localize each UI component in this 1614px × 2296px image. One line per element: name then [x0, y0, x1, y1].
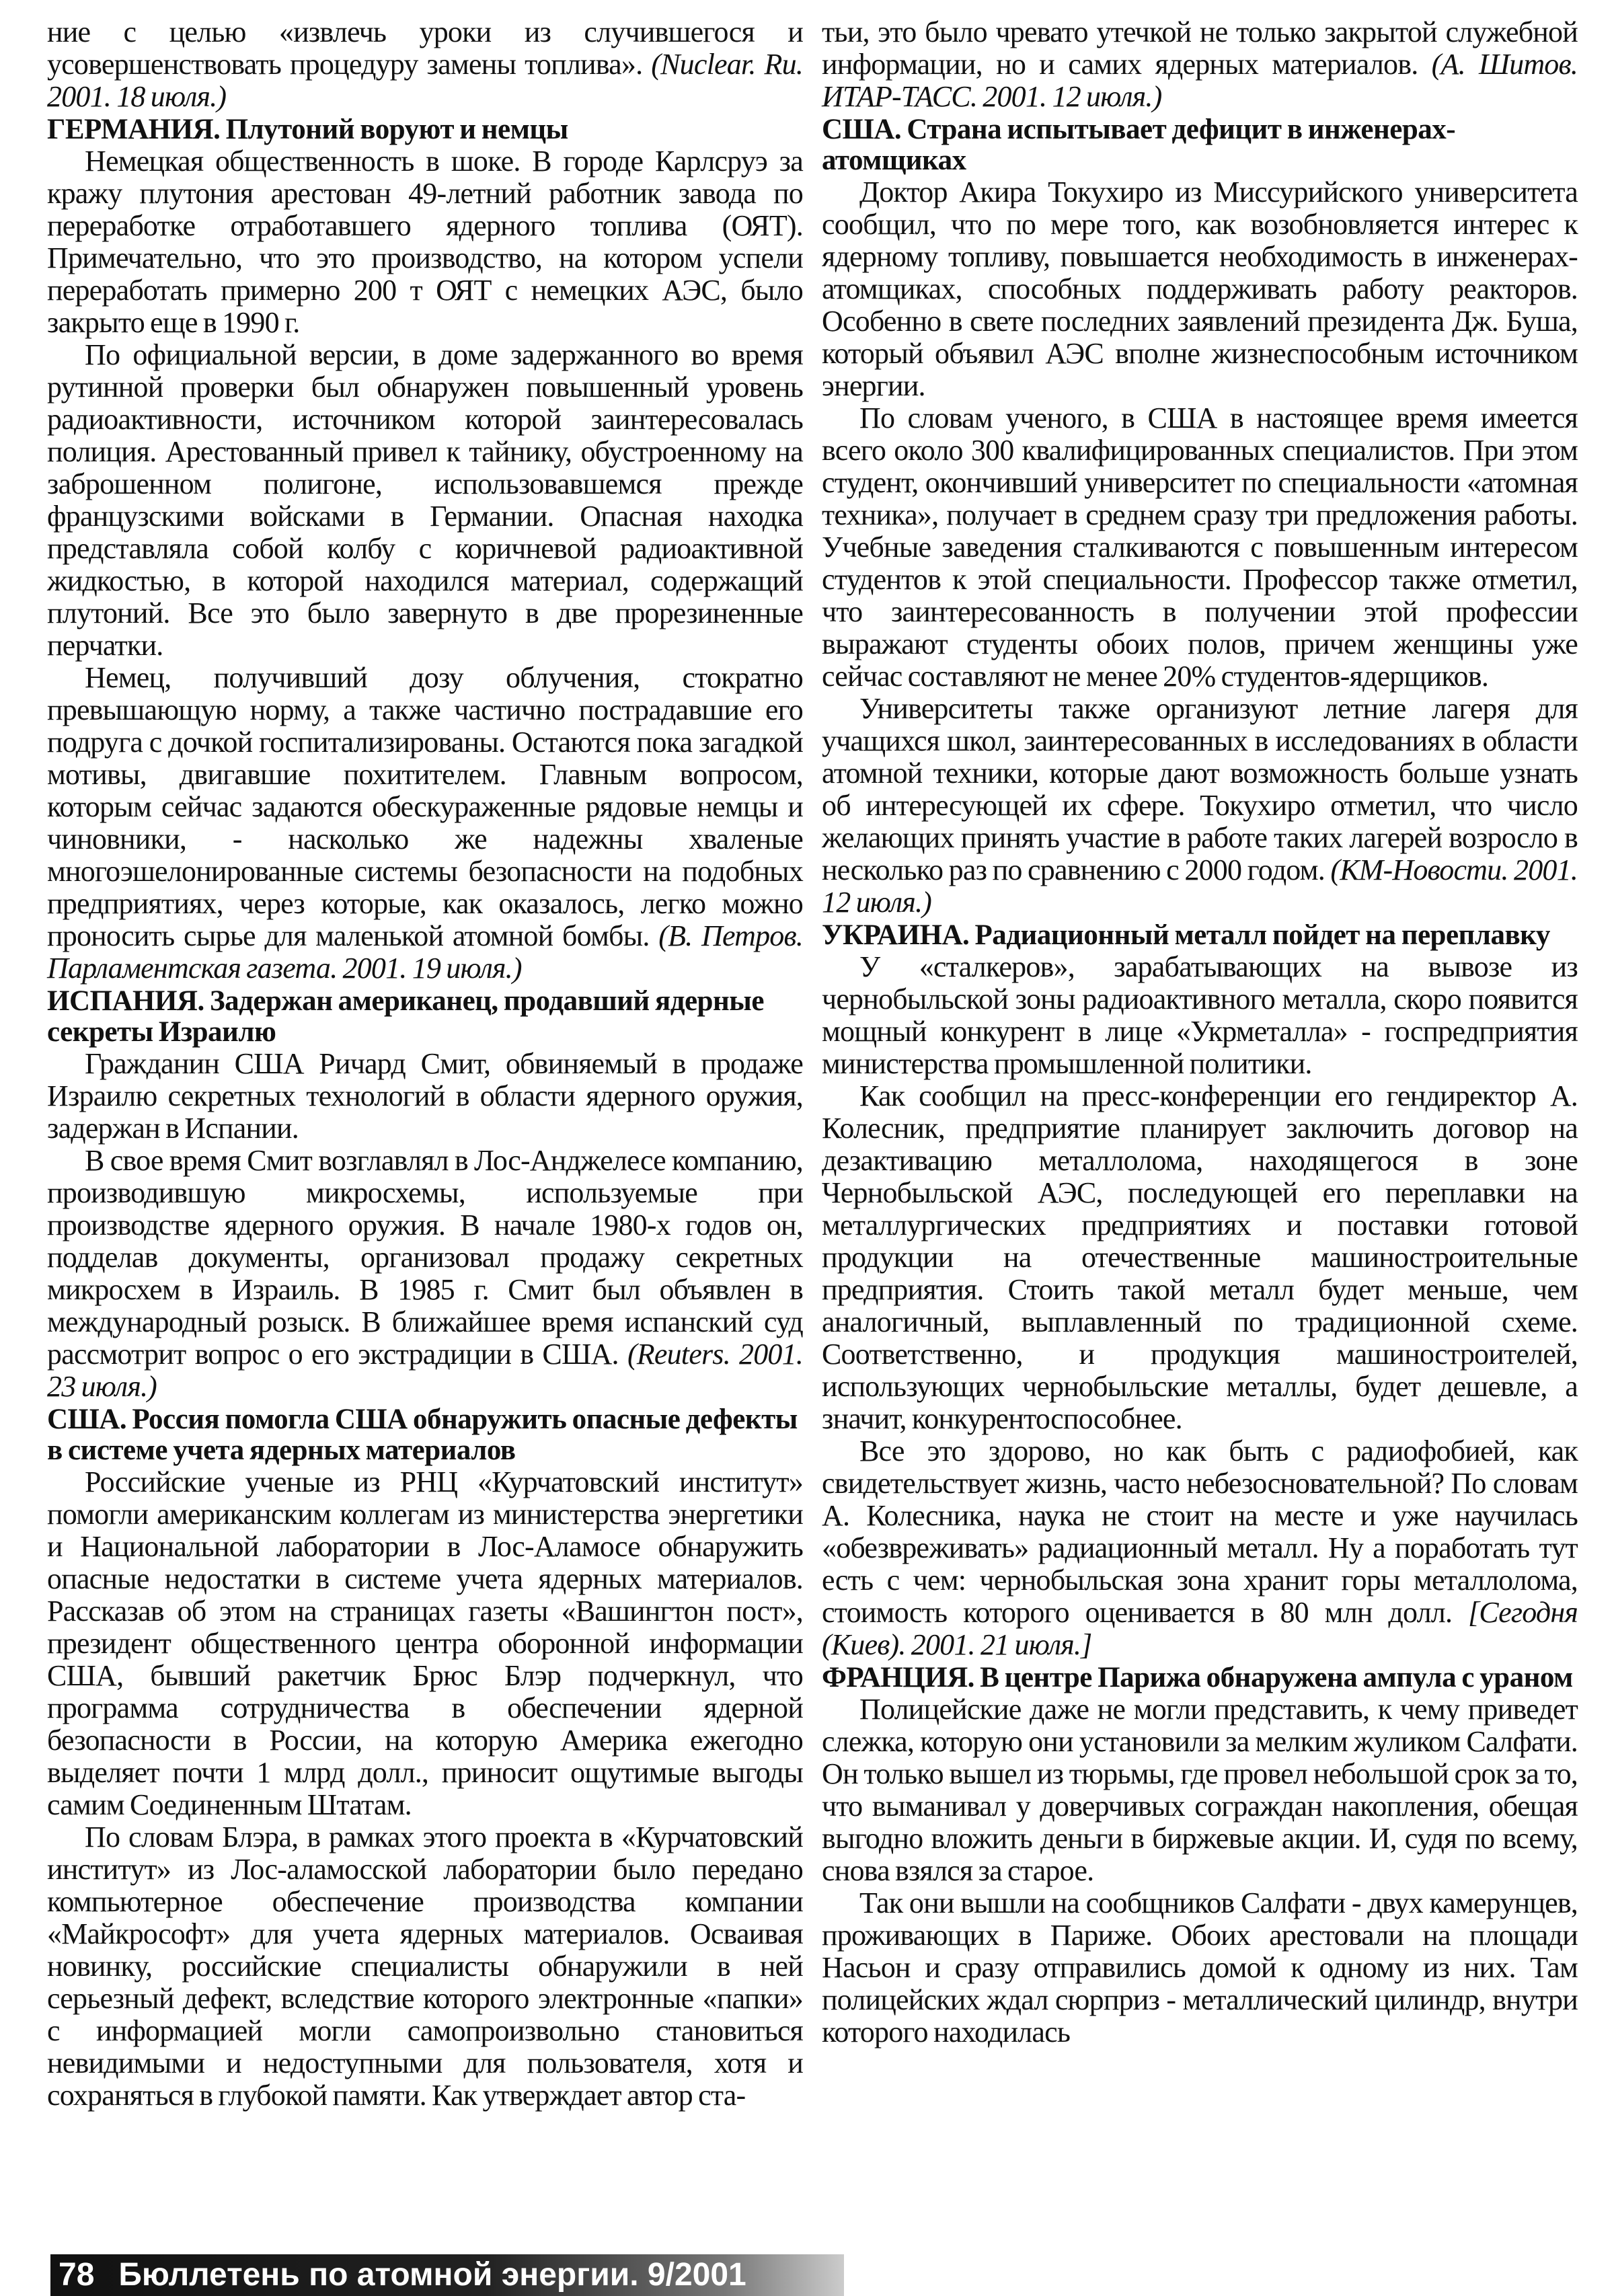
article-country: ФРАНЦИЯ.: [822, 1662, 974, 1693]
article-paragraph: [47, 1048, 803, 1145]
source-citation: (В. Петров. Парламентская газета. 2001. 19 июля.): [47, 919, 804, 985]
article-country: ИСПАНИЯ.: [47, 985, 204, 1017]
article-paragraph: [47, 662, 803, 985]
paragraph-text: Все это здорово, но как быть с радиофобией, как свидетельствует жизнь, часто небезосновательной? По словам А. Колесника, наука не стоит на месте и уже научилась «обезвреживать» радиационный металл. Ну а поработать тут есть с чем: чернобыльская зона хранит горы металлолома, стоимость которого оценивается в 80 млн долл.: [822, 1434, 1578, 1629]
article-paragraph: [47, 1145, 803, 1403]
article-paragraph: [47, 339, 803, 662]
article-heading: [822, 114, 1578, 176]
article-country: ГЕРМАНИЯ.: [47, 114, 221, 145]
article-title: Россия помогла США обнаружить опасные дефекты в системе учета ядерных материалов: [47, 1404, 798, 1466]
source-citation: (А. Шитов. ИТАР-ТАСС. 2001. 12 июля.): [822, 48, 1578, 113]
article-paragraph: [47, 145, 803, 339]
article-paragraph: [47, 1466, 803, 1821]
continued-paragraph: [822, 16, 1578, 113]
paragraph-text: Так они вышли на сообщников Салфати - двух камерунцев, проживающих в Париже. Обоих арестовали на площади Насьон и сразу отправились домой к одному из них. Там полицейских ждал сюрприз - металлический цилиндр, внутри которого находилась: [822, 1886, 1578, 2049]
paragraph-text: тьи, это было чревато утечкой не только закрытой служебной информации, но и самих ядерных материалов.: [822, 15, 1578, 81]
paragraph-text: В свое время Смит возглавлял в Лос-Анджелесе компанию, производившую микросхемы, используемые при производстве ядерного оружия. В начале 1980-х годов он, подделав документы, организовал продажу секретных микросхем в Израиль. В 1985 г. Смит был объявлен в международный розыск. В ближайшее время испанский суд рассмотрит вопрос о его экстрадиции в США.: [47, 1144, 803, 1371]
article-title: Плутоний воруют и немцы: [225, 114, 568, 145]
article-country: США.: [822, 114, 902, 145]
paragraph-text: Немец, получивший дозу облучения, стократно превышающую норму, а также частично пострадавшие его подруга с дочкой госпитализированы. Остаются пока загадкой мотивы, двигавшие похитителем. Главным вопросом, которым сейчас задаются обескураженные рядовые немцы и чиновники, - насколько же надежны хваленые многоэшелонированные системы безопасности на подобных предприятиях, через которые, как оказалось, легко можно проносить сырье для маленькой атомной бомбы.: [47, 661, 803, 952]
paragraph-text: Доктор Акира Токухиро из Миссурийского университета сообщил, что по мере того, как возобновляется интерес к ядерному топливу, повышается необходимость в инженерах-атомщиках, способных поддерживать работу реакторов. Особенно в свете последних заявлений президента Дж. Буша, который объявил АЭС вполне жизнеспособным источником энергии.: [822, 176, 1578, 402]
article-country: УКРАИНА.: [822, 919, 970, 951]
publication-title: Бюллетень по атомной энергии. 9/2001: [118, 2257, 746, 2293]
source-citation: [Сегодня (Киев). 2001. 21 июля.]: [822, 1596, 1578, 1661]
source-citation: (КМ-Новости. 2001. 12 июля.): [822, 853, 1578, 919]
article-title: Радиационный металл пойдет на переплавку: [974, 919, 1550, 951]
paragraph-text: По официальной версии, в доме задержанного во время рутинной проверки был обнаружен повышенный уровень радиоактивности, источником которой заинтересовалась полиция. Арестованный привел к тайнику, обустроенному на заброшенном полигоне, использовавшемся прежде французскими войсками в Германии. Опасная находка представляла собой колбу с коричневой радиоактивной жидкостью, в которой находился материал, содержащий плутоний. Все это было завернуто в две прорезиненные перчатки.: [47, 338, 803, 662]
continued-paragraph: [47, 16, 803, 113]
article-paragraph: [822, 402, 1578, 693]
article-heading: [47, 986, 803, 1048]
source-citation: (Reuters. 2001. 23 июля.): [47, 1338, 804, 1403]
left-column: [47, 16, 803, 2112]
article-heading: [47, 1404, 803, 1466]
article-title: Страна испытывает дефицит в инженерах-атомщиках: [822, 114, 1456, 176]
right-column: [822, 16, 1578, 2049]
paragraph-text: Немецкая общественность в шоке. В городе Карлсруэ за кражу плутония арестован 49-летний работник завода по переработке отработавшего ядерного топлива (ОЯТ). Примечательно, что это производство, на котором успели переработать примерно 200 т ОЯТ с немецких АЭС, было закрыто еще в 1990 г.: [47, 145, 803, 339]
paragraph-text: По словам Блэра, в рамках этого проекта в «Курчатовский институт» из Лос-аламосской лаборатории было передано компьютерное обеспечение производства компании «Майкрософт» для учета ядерных материалов. Осваивая новинку, российские специалисты обнаружили в ней серьезный дефект, вследствие которого электронные «папки» с информацией могли самопроизвольно становиться невидимыми и недоступными для пользователя, хотя и сохраняться в глубокой памяти. Как утверждает автор ста-: [47, 1821, 803, 2112]
article-country: США.: [47, 1404, 127, 1435]
paragraph-text: ние с целью «извлечь уроки из случившегося и усовершенствовать процедуру замены топлива».: [47, 15, 803, 81]
page-footer: [50, 2254, 844, 2296]
article-paragraph: [822, 951, 1578, 1080]
article-heading: [47, 114, 803, 145]
paragraph-text: Гражданин США Ричард Смит, обвиняемый в продаже Израилю секретных технологий в области ядерного оружия, задержан в Испании.: [47, 1047, 803, 1145]
paragraph-text: Университеты также организуют летние лагеря для учащихся школ, заинтересованных в исследованиях в области атомной техники, которые дают возможность больше узнать об интересующей их сфере. Токухиро отметил, что число желающих принять участие в работе таких лагерей возросло в несколько раз по сравнению с 2000 годом.: [822, 692, 1578, 886]
paragraph-text: У «сталкеров», зарабатывающих на вывозе из чернобыльской зоны радиоактивного металла, скоро появится мощный конкурент в лице «Укрметалла» - госпредприятия министерства промышленной политики.: [822, 950, 1578, 1080]
article-heading: [822, 920, 1578, 951]
article-title: Задержан американец, продавший ядерные секреты Израилю: [47, 985, 764, 1048]
article-paragraph: [47, 1821, 803, 2112]
article-paragraph: [822, 1887, 1578, 2049]
article-title: В центре Парижа обнаружена ампула с ураном: [980, 1662, 1573, 1693]
article-paragraph: [822, 693, 1578, 919]
article-paragraph: [822, 1693, 1578, 1887]
article-paragraph: [822, 1435, 1578, 1661]
article-paragraph: [822, 1080, 1578, 1435]
source-citation: (Nuclear. Ru. 2001. 18 июля.): [47, 48, 803, 113]
article-paragraph: [822, 176, 1578, 402]
paragraph-text: Полицейские даже не могли представить, к чему приведет слежка, которую они установили за мелким жуликом Салфати. Он только вышел из тюрьмы, где провел небольшой срок за то, что выманивал у доверчивых сограждан накопления, обещая выгодно вложить деньги в биржевые акции. И, судя по всему, снова взялся за старое.: [822, 1693, 1578, 1887]
paragraph-text: Российские ученые из РНЦ «Курчатовский институт» помогли американским коллегам из министерства энергетики и Национальной лаборатории в Лос-Аламосе обнаружить опасные недостатки в системе учета ядерных материалов. Рассказав об этом на страницах газеты «Вашингтон пост», президент общественного центра оборонной информации США, бывший ракетчик Брюс Блэр подчеркнул, что программа сотрудничества в обеспечении ядерной безопасности в России, на которую Америка ежегодно выделяет почти 1 млрд долл., приносит ощутимые выгоды самим Соединенным Штатам.: [47, 1465, 803, 1821]
article-heading: [822, 1662, 1578, 1693]
paragraph-text: По словам ученого, в США в настоящее время имеется всего около 300 квалифицированных специалистов. При этом студент, окончивший университет по специальности «атомная техника», получает в среднем сразу три предложения работы. Учебные заведения сталкиваются с повышенным интересом студентов к этой специальности. Профессор также отметил, что заинтересованность в получении этой профессии выражают студенты обоих полов, причем женщины уже сейчас составляют не менее 20% студентов-ядерщиков.: [822, 401, 1578, 693]
page-number: 78: [59, 2257, 95, 2293]
paragraph-text: Как сообщил на пресс-конференции его гендиректор А. Колесник, предприятие планирует заключить договор на дезактивацию металлолома, находящегося в зоне Чернобыльской АЭС, последующей его переплавки на металлургических предприятиях и поставки готовой продукции на отечественные машиностроительные предприятия. Стоить такой металл будет меньше, чем аналогичный, выплавленный по традиционной схеме. Соответственно, и продукция машиностроителей, использующих чернобыльские металлы, будет дешевле, а значит, конкурентоспособнее.: [822, 1079, 1578, 1435]
